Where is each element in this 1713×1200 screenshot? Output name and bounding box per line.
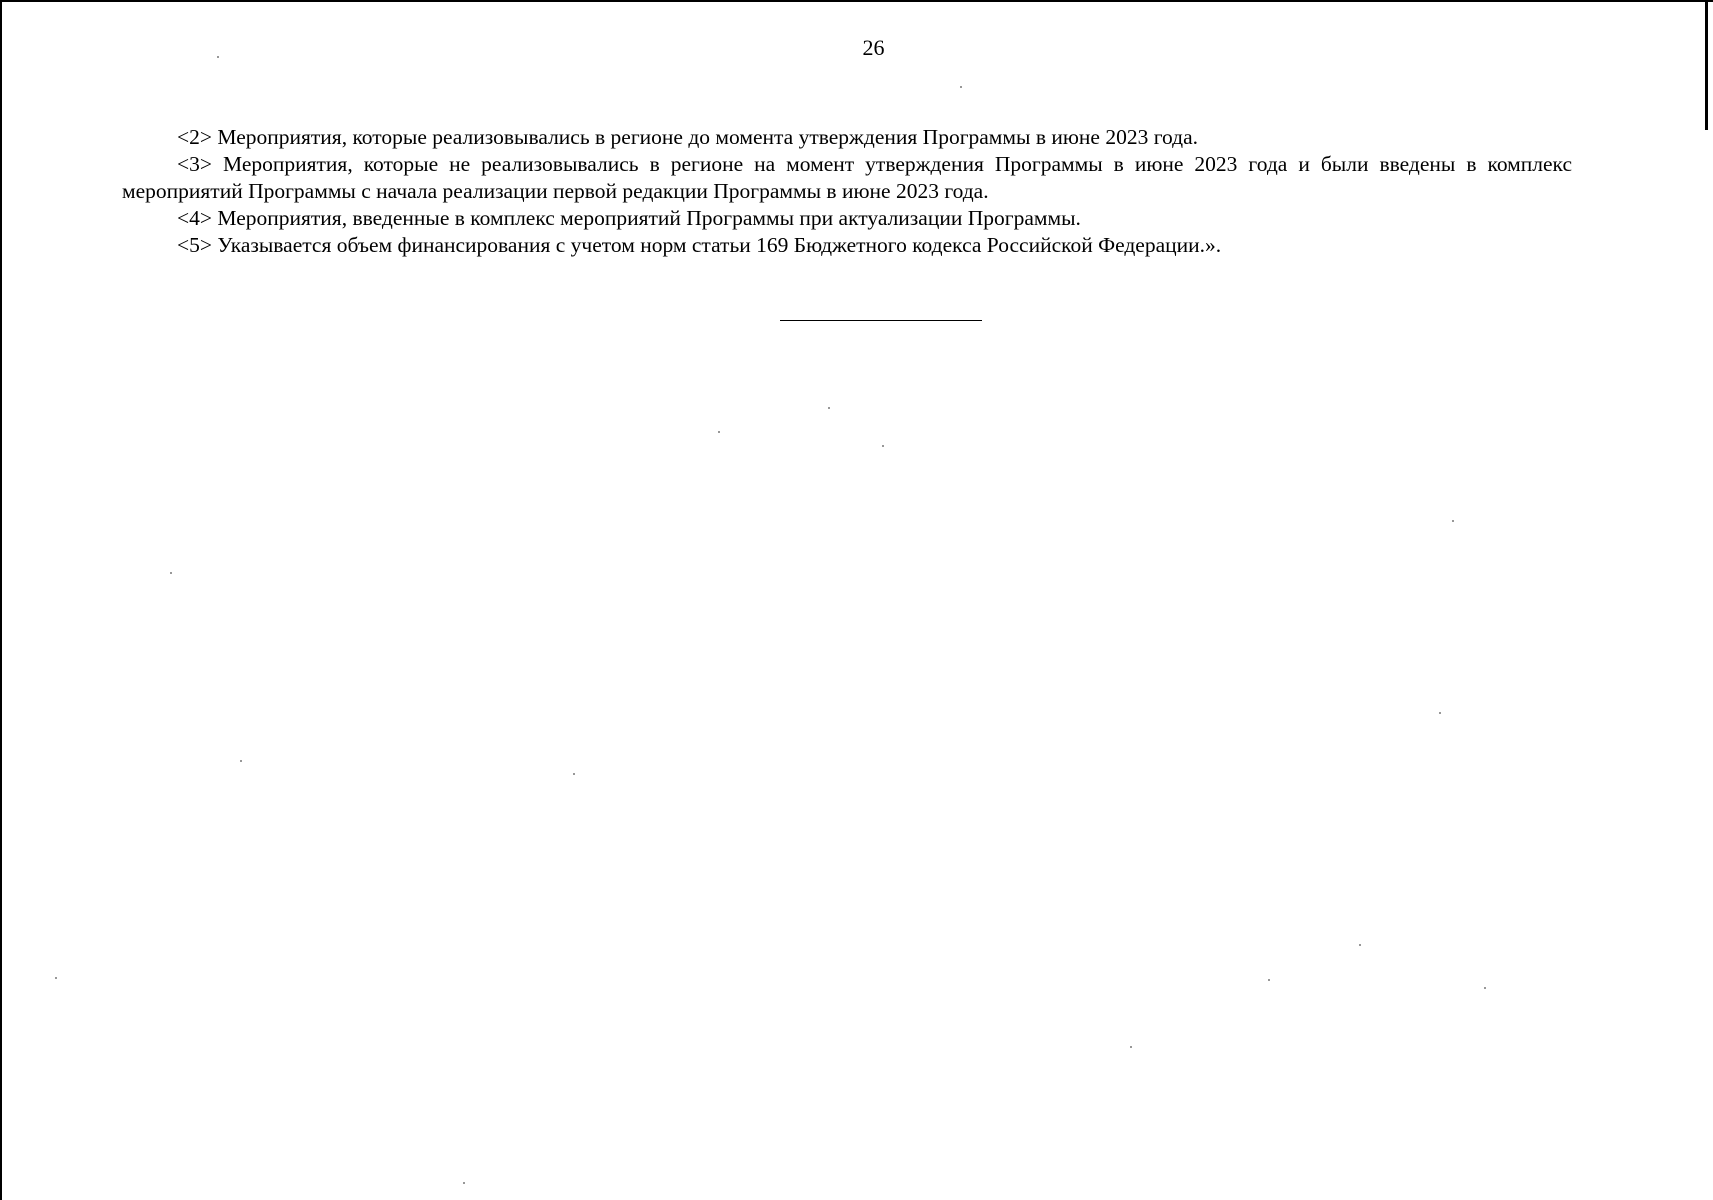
page-number: 26 <box>862 35 885 60</box>
scan-speck <box>240 760 242 762</box>
scan-speck <box>1268 979 1270 981</box>
scan-speck <box>1452 520 1454 522</box>
scan-speck <box>170 572 172 574</box>
footnote-5: <5> Указывается объем финансирования с учетом норм статьи 169 Бюджетного кодекса Российской Федерации.». <box>177 233 1222 257</box>
footnote-2: <2> Мероприятия, которые реализовывались в регионе до момента утверждения Программы в июне 2023 года. <box>177 125 1198 149</box>
scan-speck <box>55 977 57 979</box>
footnote-3: <3> Мероприятия, которые не реализовывались в регионе на момент утверждения Программы в июне 2023 года и были введены в комплекс мероприятий Программы с начала реализации первой редакции Программы в июне 2023 года. <box>122 152 1572 203</box>
scan-speck <box>960 86 962 88</box>
footnote-4: <4> Мероприятия, введенные в комплекс мероприятий Программы при актуализации Программы. <box>177 206 1081 230</box>
scan-speck <box>882 445 884 447</box>
closing-rule <box>780 320 982 321</box>
scan-speck <box>1484 987 1486 989</box>
footnotes <box>122 124 1572 259</box>
scan-speck <box>217 56 219 58</box>
scan-speck <box>1130 1046 1132 1048</box>
scan-speck <box>828 407 830 409</box>
scan-speck <box>1359 944 1361 946</box>
scan-speck <box>463 1182 465 1184</box>
scan-edge-right <box>1705 0 1708 130</box>
scan-speck <box>573 773 575 775</box>
scan-edge-left <box>0 0 2 1200</box>
scan-speck <box>718 431 720 433</box>
scan-speck <box>1439 712 1441 714</box>
scan-edge-top <box>0 0 1713 2</box>
